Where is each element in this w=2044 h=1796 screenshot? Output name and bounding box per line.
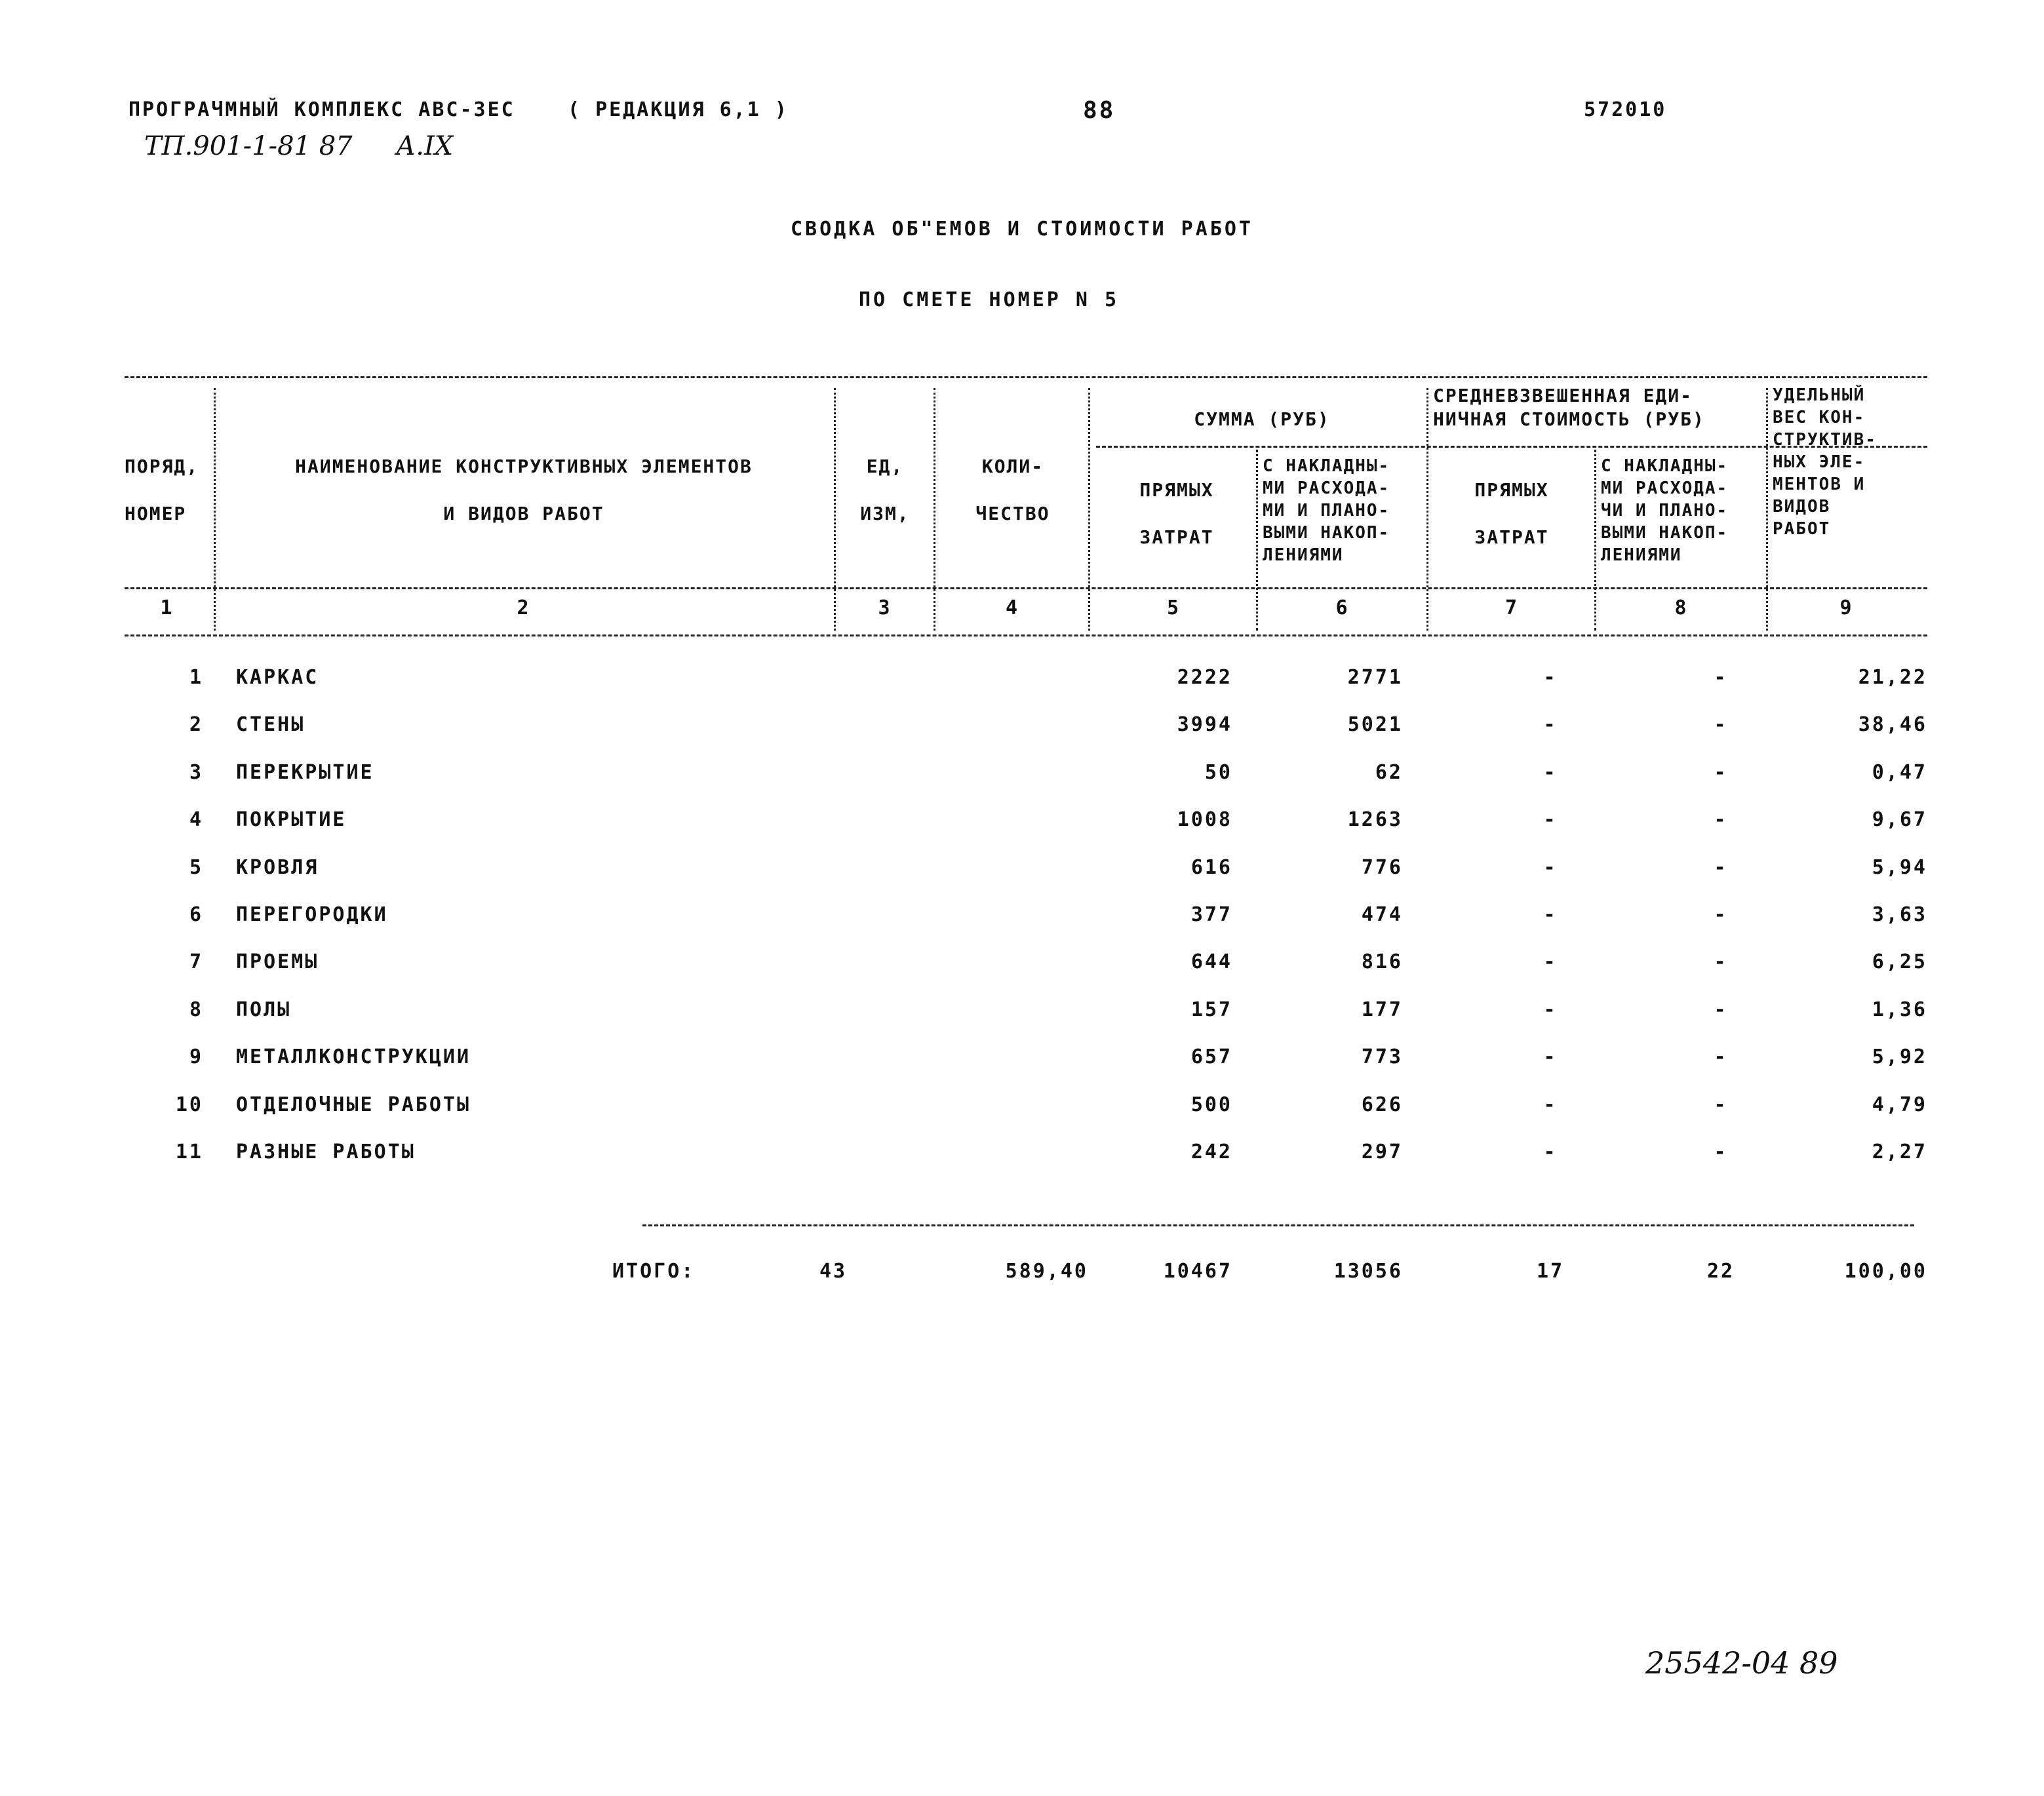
row-number: 6 xyxy=(189,903,203,926)
row-share: 5,92 xyxy=(1872,1045,1927,1069)
col7-header-line2: ЗАТРАТ xyxy=(1474,526,1549,548)
col4-header-line1: КОЛИ- xyxy=(981,456,1044,477)
row-avg-direct: - xyxy=(1543,1093,1558,1116)
row-full-cost: 474 xyxy=(1361,903,1403,926)
col-sep-5 xyxy=(1256,450,1258,631)
row-direct-cost: 500 xyxy=(1190,1093,1232,1116)
row-share: 0,47 xyxy=(1872,760,1927,784)
program-name: ПРОГРАЧМНЫЙ КОМПЛЕКС АВС-ЗЕС xyxy=(128,98,515,121)
row-avg-direct: - xyxy=(1543,808,1558,832)
row-direct-cost: 1008 xyxy=(1177,808,1232,832)
row-name: ПОЛЫ xyxy=(236,998,292,1021)
row-avg-direct: - xyxy=(1543,855,1558,879)
row-name: МЕТАЛЛКОНСТРУКЦИИ xyxy=(236,1045,471,1069)
row-share: 5,94 xyxy=(1872,855,1927,879)
col3-header-line2: ИЗМ, xyxy=(860,503,910,524)
col-number-1: 1 xyxy=(160,596,174,619)
row-full-cost: 297 xyxy=(1361,1141,1403,1163)
col6-header: С НАКЛАДНЫ- МИ РАСХОДА- МИ И ПЛАНО- ВЫМИ НАКОП- ЛЕНИЯМИ xyxy=(1263,456,1390,565)
col-number-2: 2 xyxy=(517,596,531,619)
document-title: СВОДКА ОБ"ЕМОВ И СТОИМОСТИ РАБОТ xyxy=(791,218,1253,241)
row-share: 1,36 xyxy=(1872,998,1927,1021)
row-avg-full: - xyxy=(1714,666,1728,689)
col7-header-line1: ПРЯМЫХ xyxy=(1474,479,1549,501)
col5-header-line2: ЗАТРАТ xyxy=(1139,526,1214,548)
row-full-cost: 62 xyxy=(1375,760,1403,784)
col-number-4: 4 xyxy=(1005,596,1020,619)
row-avg-full: - xyxy=(1714,1093,1728,1116)
row-number: 8 xyxy=(189,998,203,1021)
col-number-8: 8 xyxy=(1674,596,1689,619)
row-name: ПРОЕМЫ xyxy=(236,950,319,974)
row-name: ПЕРЕКРЫТИЕ xyxy=(236,760,374,784)
row-share: 21,22 xyxy=(1858,666,1927,689)
row-name: ПОКРЫТИЕ xyxy=(236,808,347,832)
total-share: 100,00 xyxy=(1844,1260,1927,1283)
total-quantity: 589,40 xyxy=(1005,1260,1088,1283)
col8-header: С НАКЛАДНЫ- МИ РАСХОДА- ЧИ И ПЛАНО- ВЫМИ НАКОП- ЛЕНИЯМИ xyxy=(1601,456,1729,565)
row-full-cost: 773 xyxy=(1361,1045,1403,1069)
row-avg-direct: - xyxy=(1543,1045,1558,1069)
row-share: 2,27 xyxy=(1872,1141,1927,1163)
col-sep-6 xyxy=(1426,388,1428,631)
row-avg-direct: - xyxy=(1543,713,1558,737)
col3-header-line1: ЕД, xyxy=(866,456,904,477)
row-number: 7 xyxy=(189,950,203,974)
row-full-cost: 5021 xyxy=(1347,713,1403,737)
row-direct-cost: 242 xyxy=(1190,1141,1232,1163)
page-number: 88 xyxy=(1083,97,1116,124)
row-full-cost: 2771 xyxy=(1347,666,1403,689)
col-sep-3 xyxy=(934,388,935,631)
col-sep-7 xyxy=(1594,450,1596,631)
table-top-rule xyxy=(125,376,1927,378)
col1-header-line1: ПОРЯД, xyxy=(125,456,199,477)
row-number: 2 xyxy=(189,713,203,737)
col-sep-1 xyxy=(214,388,216,631)
col-number-5: 5 xyxy=(1166,596,1181,619)
col9-header: УДЕЛЬНЫЙ ВЕС КОН- СТРУКТИВ- НЫХ ЭЛЕ- МЕНТОВ И ВИДОВ РАБОТ xyxy=(1773,385,1877,539)
row-name: КРОВЛЯ xyxy=(236,855,319,879)
col1-header-line2: НОМЕР xyxy=(125,503,187,524)
row-avg-direct: - xyxy=(1543,950,1558,974)
row-name: ОТДЕЛОЧНЫЕ РАБОТЫ xyxy=(236,1093,471,1116)
row-share: 6,25 xyxy=(1872,950,1927,974)
col-number-7: 7 xyxy=(1504,596,1520,619)
col4-header-line2: ЧЕСТВО xyxy=(975,503,1050,524)
handwritten-reference: ТП.901-1-81 87 xyxy=(144,131,353,161)
row-full-cost: 776 xyxy=(1361,855,1403,879)
header-bottom-rule xyxy=(125,587,1927,589)
row-avg-direct: - xyxy=(1543,1141,1558,1163)
row-full-cost: 626 xyxy=(1361,1093,1403,1116)
total-full-cost: 13056 xyxy=(1333,1260,1403,1283)
row-full-cost: 816 xyxy=(1361,950,1403,974)
row-avg-direct: - xyxy=(1543,666,1558,689)
row-avg-full: - xyxy=(1714,713,1728,737)
row-direct-cost: 3994 xyxy=(1177,713,1232,737)
row-number: 5 xyxy=(189,855,203,879)
col2-header-line2: И ВИДОВ РАБОТ xyxy=(443,503,604,524)
row-direct-cost: 2222 xyxy=(1177,666,1232,689)
row-direct-cost: 377 xyxy=(1190,903,1232,926)
row-avg-full: - xyxy=(1714,760,1728,784)
row-number: 10 xyxy=(175,1093,203,1116)
row-name: СТЕНЫ xyxy=(236,713,305,737)
col5-header-line1: ПРЯМЫХ xyxy=(1139,479,1214,501)
row-direct-cost: 657 xyxy=(1190,1045,1232,1069)
row-name: РАЗНЫЕ РАБОТЫ xyxy=(236,1141,416,1163)
avg-group-header-line1: СРЕДНЕВЗВЕШЕННАЯ ЕДИ- xyxy=(1433,385,1693,406)
avg-group-header-line2: НИЧНАЯ СТОИМОСТЬ (РУБ) xyxy=(1433,408,1705,430)
row-number: 11 xyxy=(175,1141,203,1163)
total-avg-direct: 17 xyxy=(1536,1260,1565,1283)
col2-header-line1: НАИМЕНОВАНИЕ КОНСТРУКТИВНЫХ ЭЛЕМЕНТОВ xyxy=(295,456,753,477)
col-sep-8 xyxy=(1766,388,1768,631)
sum-group-header: СУММА (РУБ) xyxy=(1194,408,1330,430)
row-avg-full: - xyxy=(1714,1141,1728,1163)
col-number-6: 6 xyxy=(1335,596,1350,619)
row-number: 9 xyxy=(189,1045,203,1069)
total-direct-cost: 10467 xyxy=(1163,1260,1232,1283)
row-number: 3 xyxy=(189,760,203,784)
total-label: ИТОГО: xyxy=(612,1260,696,1283)
row-share: 4,79 xyxy=(1872,1093,1927,1116)
total-units: 43 xyxy=(819,1260,848,1283)
numbers-bottom-rule xyxy=(125,634,1927,636)
row-avg-direct: - xyxy=(1543,998,1558,1021)
row-name: ПЕРЕГОРОДКИ xyxy=(236,903,388,926)
row-name: КАРКАС xyxy=(236,666,319,689)
row-avg-direct: - xyxy=(1543,760,1558,784)
handwritten-footer-note: 25542-04 89 xyxy=(1645,1645,1838,1681)
row-avg-full: - xyxy=(1714,950,1728,974)
col-number-9: 9 xyxy=(1839,596,1854,619)
row-direct-cost: 616 xyxy=(1190,855,1232,879)
total-avg-full: 22 xyxy=(1706,1260,1735,1283)
row-full-cost: 1263 xyxy=(1347,808,1403,832)
document-subtitle: ПО СМЕТЕ НОМЕР N 5 xyxy=(859,288,1120,311)
row-avg-full: - xyxy=(1714,808,1728,832)
row-direct-cost: 644 xyxy=(1190,950,1232,974)
row-number: 4 xyxy=(189,808,203,832)
row-direct-cost: 50 xyxy=(1204,760,1232,784)
row-avg-full: - xyxy=(1714,1045,1728,1069)
document-code: 572010 xyxy=(1584,98,1667,121)
row-number: 1 xyxy=(189,666,203,689)
row-avg-full: - xyxy=(1714,903,1728,926)
handwritten-album: А.IX xyxy=(396,131,454,161)
total-rule xyxy=(642,1224,1914,1226)
row-avg-direct: - xyxy=(1543,903,1558,926)
row-share: 9,67 xyxy=(1872,808,1927,832)
row-full-cost: 177 xyxy=(1361,998,1403,1021)
row-avg-full: - xyxy=(1714,855,1728,879)
row-share: 38,46 xyxy=(1858,713,1927,737)
col-number-3: 3 xyxy=(878,596,892,619)
row-share: 3,63 xyxy=(1872,903,1927,926)
program-edition: ( РЕДАКЦИЯ 6,1 ) xyxy=(568,98,789,121)
col-sep-2 xyxy=(834,388,836,631)
row-direct-cost: 157 xyxy=(1190,998,1232,1021)
col-sep-4 xyxy=(1088,388,1090,631)
row-avg-full: - xyxy=(1714,998,1728,1021)
